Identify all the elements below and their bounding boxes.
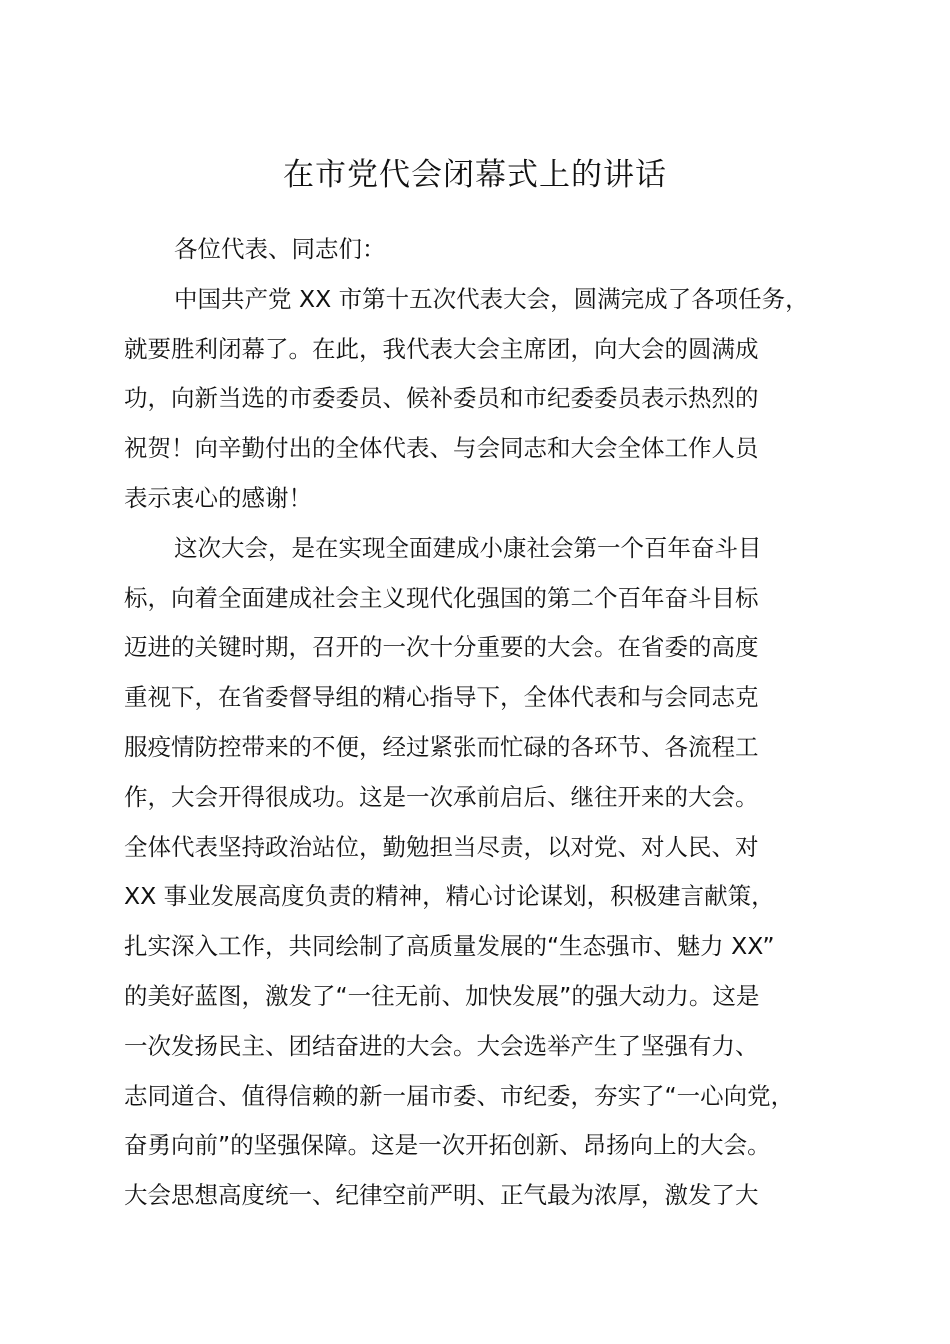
body-line: 迈进的关键时期，召开的一次十分重要的大会。在省委的高度 [124, 633, 759, 662]
body-line: 作，大会开得很成功。这是一次承前启后、继往开来的大会。 [124, 782, 759, 811]
body-line: 中国共产党 XX 市第十五次代表大会，圆满完成了各项任务， [174, 284, 809, 313]
body-line: 就要胜利闭幕了。在此，我代表大会主席团，向大会的圆满成 [124, 334, 759, 363]
body-line: 祝贺！向辛勤付出的全体代表、与会同志和大会全体工作人员 [124, 434, 759, 463]
body-line: XX 事业发展高度负责的精神，精心讨论谋划，积极建言献策， [124, 882, 775, 911]
body-line: 重视下，在省委督导组的精心指导下，全体代表和与会同志克 [124, 683, 759, 712]
body-line: 这次大会，是在实现全面建成小康社会第一个百年奋斗目 [174, 533, 762, 562]
body-line: 大会思想高度统一、纪律空前严明、正气最为浓厚，激发了大 [124, 1181, 759, 1210]
body-line: 服疫情防控带来的不便，经过紧张而忙碌的各环节、各流程工 [124, 732, 759, 761]
document-body [124, 225, 836, 1221]
body-line: 全体代表坚持政治站位，勤勉担当尽责，以对党、对人民、对 [124, 832, 759, 861]
body-line: 标，向着全面建成社会主义现代化强国的第二个百年奋斗目标 [124, 583, 759, 612]
body-line: 功，向新当选的市委委员、候补委员和市纪委委员表示热烈的 [124, 384, 759, 413]
body-line: 一次发扬民主、团结奋进的大会。大会选举产生了坚强有力、 [124, 1031, 759, 1060]
body-line: 扎实深入工作，共同绘制了高质量发展的“生态强市、魅力 XX” [124, 932, 775, 961]
body-line: 志同道合、值得信赖的新一届市委、市纪委，夯实了“一心向党， [124, 1081, 795, 1110]
body-line: 的美好蓝图，激发了“一往无前、加快发展”的强大动力。这是 [124, 981, 760, 1010]
body-line: 各位代表、同志们： [174, 235, 386, 263]
body-line: 表示衷心的感谢！ [124, 483, 312, 512]
document-title: 在市党代会闭幕式上的讲话 [283, 157, 667, 193]
body-line: 奋勇向前”的坚强保障。这是一次开拓创新、昂扬向上的大会。 [124, 1131, 771, 1160]
